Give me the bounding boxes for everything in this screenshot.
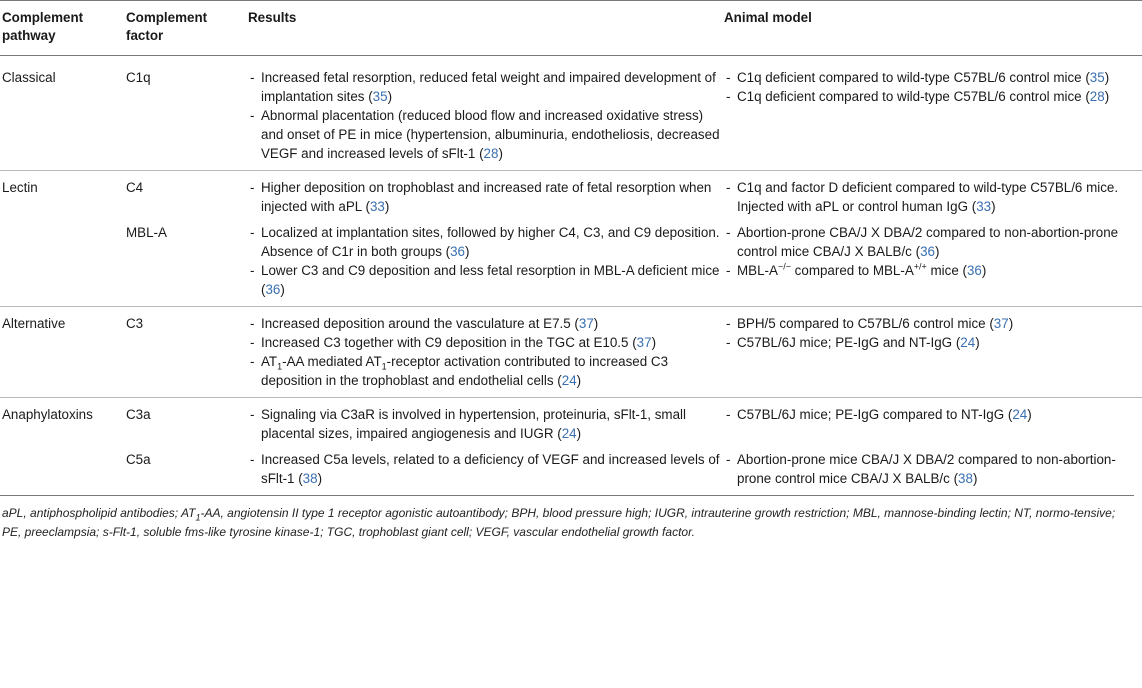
reference-link[interactable]: 37 [993, 316, 1009, 331]
model-item: - C57BL/6J mice; PE-IgG compared to NT-IgG (24) [724, 405, 1142, 424]
model-cell [724, 398, 1142, 451]
reference-link[interactable]: 37 [578, 316, 594, 331]
results-cell [248, 56, 724, 171]
result-item: - Localized at implantation sites, followed by higher C4, C3, and C9 deposition. Absence of C1r in both groups (36) [248, 223, 724, 261]
model-cell [724, 56, 1142, 171]
result-item: - Signaling via C3aR is involved in hypertension, proteinuria, sFlt-1, small placental sizes, impaired angiogenesis and IUGR (24) [248, 405, 724, 443]
results-cell [248, 223, 724, 307]
reference-link[interactable]: 24 [960, 335, 976, 350]
reference-link[interactable]: 36 [265, 282, 281, 297]
reference-link[interactable]: 35 [372, 89, 388, 104]
model-item: - BPH/5 compared to C57BL/6 control mice (37) [724, 314, 1142, 333]
results-cell [248, 398, 724, 451]
table-row [0, 171, 1142, 224]
result-item: - Increased C5a levels, related to a deficiency of VEGF and increased levels of sFlt-1 (38) [248, 450, 724, 488]
model-cell [724, 307, 1142, 398]
reference-link[interactable]: 24 [561, 373, 577, 388]
model-item: - C1q and factor D deficient compared to wild-type C57BL/6 mice. Injected with aPL or control human IgG (33) [724, 178, 1142, 216]
results-cell [248, 171, 724, 224]
reference-link[interactable]: 36 [966, 263, 982, 278]
model-cell [724, 171, 1142, 224]
model-item: - Abortion-prone CBA/J X DBA/2 compared to non-abortion-prone control mice CBA/J X BALB/c (36) [724, 223, 1142, 261]
pathway-cell [0, 450, 126, 495]
model-cell [724, 223, 1142, 307]
reference-link[interactable]: 24 [1012, 407, 1028, 422]
reference-link[interactable]: 33 [369, 199, 385, 214]
factor-cell: MBL-A [126, 223, 248, 307]
table-row [0, 398, 1142, 451]
reference-link[interactable]: 28 [1089, 89, 1105, 104]
table-row [0, 223, 1142, 307]
model-cell [724, 450, 1142, 495]
reference-link[interactable]: 36 [920, 244, 935, 259]
result-item: - Increased deposition around the vasculature at E7.5 (37) [248, 314, 724, 333]
result-item: - Increased C3 together with C9 deposition in the TGC at E10.5 (37) [248, 333, 724, 352]
header-factor: Complement factor [126, 1, 248, 56]
table-header-row [0, 1, 1142, 56]
result-item: - Increased fetal resorption, reduced fetal weight and impaired development of implantation sites (35) [248, 68, 724, 106]
result-item: - Higher deposition on trophoblast and increased rate of fetal resorption when injected with aPL (33) [248, 178, 724, 216]
model-item: - C57BL/6J mice; PE-IgG and NT-IgG (24) [724, 333, 1142, 352]
reference-link[interactable]: 35 [1089, 70, 1105, 85]
header-results: Results [248, 1, 724, 56]
pathway-cell: Alternative [0, 307, 126, 398]
reference-link[interactable]: 24 [561, 426, 577, 441]
model-item: - C1q deficient compared to wild-type C57BL/6 control mice (28) [724, 87, 1142, 106]
header-model: Animal model [724, 1, 1142, 56]
result-item: - Abnormal placentation (reduced blood flow and increased oxidative stress) and onset of PE in mice (hypertension, albuminuria, endotheliosis, decreased VEGF and increased levels of sFlt-1 (28) [248, 106, 724, 163]
result-item: - Lower C3 and C9 deposition and less fetal resorption in MBL-A deficient mice (36) [248, 261, 724, 299]
model-item: - MBL-A−/− compared to MBL-A+/+ mice (36) [724, 261, 1142, 280]
header-pathway: Complement pathway [0, 1, 126, 56]
factor-cell: C4 [126, 180, 144, 195]
model-item: - C1q deficient compared to wild-type C57BL/6 control mice (35) [724, 68, 1142, 87]
results-cell [248, 307, 724, 398]
pathway-cell: Anaphylatoxins [2, 407, 93, 422]
factor-cell: C5a [126, 452, 151, 467]
table-row [0, 56, 1142, 171]
factor-cell: C3 [126, 307, 248, 398]
table-row [0, 450, 1142, 495]
pathway-cell: Lectin [2, 180, 38, 195]
pathway-cell: Classical [0, 56, 126, 171]
table-footnote: aPL, antiphospholipid antibodies; $AT_1-AA$, angiotensin II type 1 receptor agonistic autoantibody; BPH, blood pressure high; IUGR, intrauterine growth restriction; MBL, mannose-binding lectin; NT, normo-tensive; PE, preeclampsia; s-Flt-1, soluble fms-like tyrosine kinase-1; TGC, trophoblast giant cell; VEGF, vascular endothelial growth factor. [0, 495, 1134, 542]
table-row [0, 307, 1142, 398]
factor-cell: C3a [126, 407, 151, 422]
model-item: - Abortion-prone mice CBA/J X DBA/2 compared to non-abortion-prone control mice CBA/J X BALB/c (38) [724, 450, 1142, 488]
pathway-cell [0, 223, 126, 307]
reference-link[interactable]: 36 [450, 244, 465, 259]
reference-link[interactable]: 38 [302, 471, 318, 486]
reference-link[interactable]: 28 [483, 146, 499, 161]
results-cell [248, 450, 724, 495]
result-item: - $AT_1-AA$ mediated $AT_1$-receptor activation contributed to increased C3 deposition in the trophoblast and endothelial cells (24) [248, 352, 724, 390]
reference-link[interactable]: 37 [636, 335, 652, 350]
factor-cell: C1q [126, 56, 248, 171]
reference-link[interactable]: 38 [958, 471, 973, 486]
reference-link[interactable]: 33 [976, 199, 992, 214]
